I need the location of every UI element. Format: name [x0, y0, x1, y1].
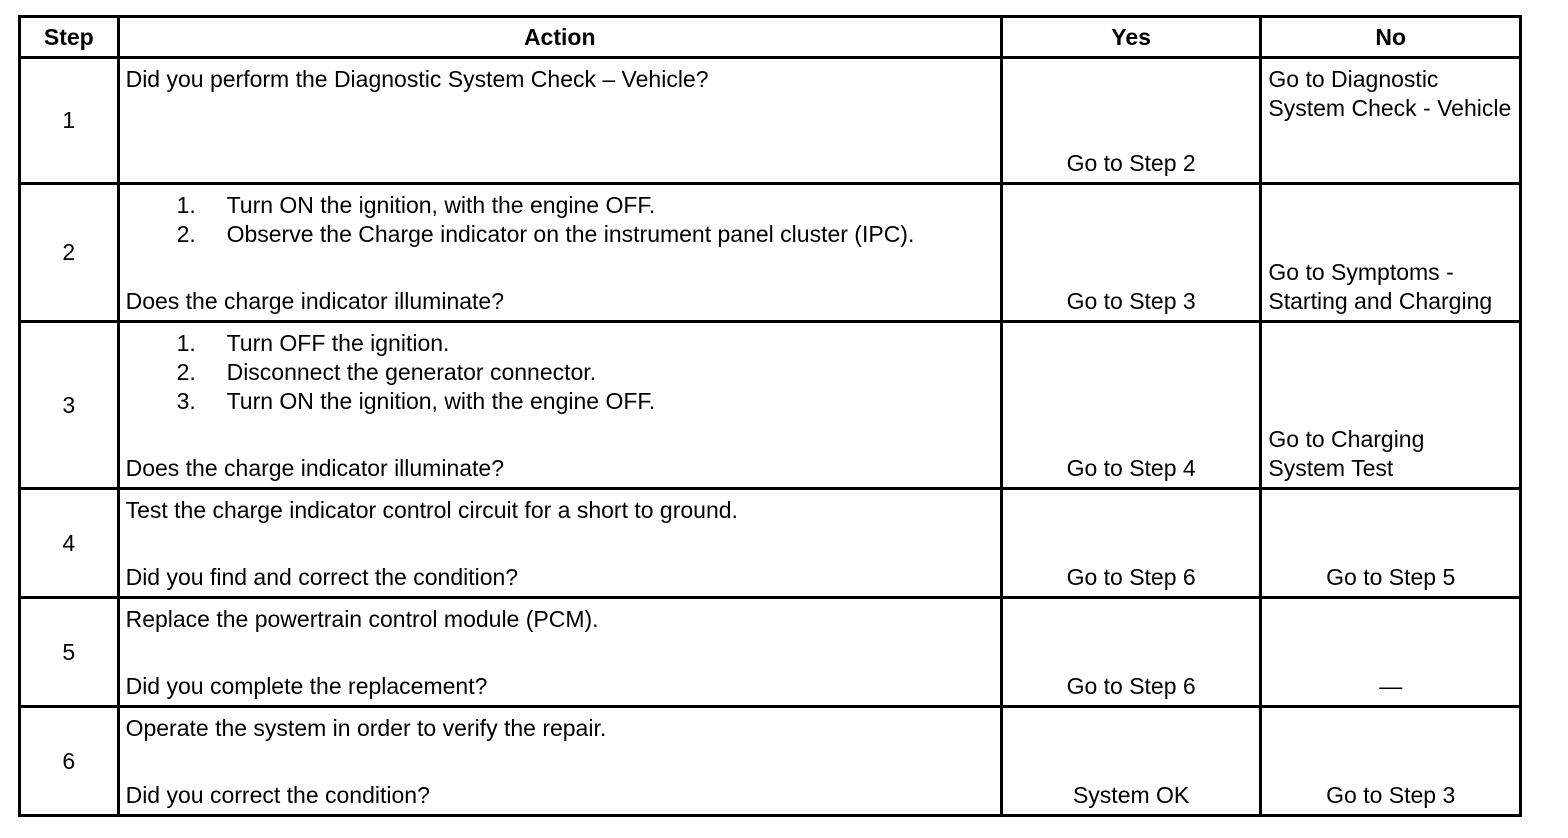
step-number: 6 [20, 707, 119, 816]
action-cell [118, 598, 1001, 707]
no-text: Go to Step 3 [1326, 782, 1456, 808]
no-text: Go to Step 5 [1326, 564, 1456, 590]
yes-cell [1001, 707, 1261, 816]
action-steps-list [126, 191, 1000, 249]
yes-text: Go to Step 4 [1066, 455, 1196, 481]
table-row [20, 489, 1521, 598]
step-number: 5 [20, 598, 119, 707]
table-row [20, 58, 1521, 184]
header-step: Step [20, 17, 119, 58]
list-item: 1. Turn OFF the ignition. [176, 330, 450, 356]
yes-cell [1001, 322, 1261, 489]
yes-cell [1001, 184, 1261, 322]
no-cell [1261, 707, 1521, 816]
header-action: Action [118, 17, 1001, 58]
action-cell [118, 58, 1001, 184]
no-text: — [1379, 673, 1403, 699]
action-question: Does the charge indicator illuminate? [125, 455, 505, 481]
action-text: Replace the powertrain control module (PCM). [125, 606, 599, 632]
action-cell [118, 489, 1001, 598]
yes-text: Go to Step 6 [1066, 564, 1196, 590]
yes-text: Go to Step 6 [1066, 673, 1196, 699]
action-question: Did you correct the condition? [125, 782, 430, 808]
step-number: 3 [20, 322, 119, 489]
action-text: Operate the system in order to verify the repair. [125, 715, 607, 741]
table-row [20, 707, 1521, 816]
action-question: Did you complete the replacement? [125, 673, 488, 699]
no-cell [1261, 184, 1521, 322]
no-text: Go to Charging System Test [1268, 426, 1425, 481]
header-no: No [1261, 17, 1521, 58]
action-cell [118, 184, 1001, 322]
step-number: 4 [20, 489, 119, 598]
no-cell [1261, 598, 1521, 707]
step-number: 2 [20, 184, 119, 322]
no-cell [1261, 489, 1521, 598]
yes-cell [1001, 598, 1261, 707]
header-yes: Yes [1001, 17, 1261, 58]
header-row [20, 17, 1521, 58]
yes-text: System OK [1072, 782, 1190, 808]
no-text: Go to Symptoms - Starting and Charging [1268, 259, 1493, 314]
yes-text: Go to Step 3 [1066, 288, 1196, 314]
action-cell [118, 322, 1001, 489]
action-question: Did you find and correct the condition? [125, 564, 519, 590]
action-steps-list [126, 329, 1000, 416]
yes-text: Go to Step 2 [1066, 150, 1196, 176]
step-number: 1 [20, 58, 119, 184]
list-item: 3. Turn ON the ignition, with the engine OFF. [176, 388, 656, 414]
no-text: Go to Diagnostic System Check - Vehicle [1268, 66, 1512, 121]
no-cell [1261, 58, 1521, 184]
table-row [20, 184, 1521, 322]
list-item: 2. Disconnect the generator connector. [176, 359, 597, 385]
action-text: Test the charge indicator control circuit for a short to ground. [125, 497, 738, 523]
action-text: Did you perform the Diagnostic System Check – Vehicle? [125, 66, 709, 92]
table-row [20, 322, 1521, 489]
list-item: 2. Observe the Charge indicator on the instrument panel cluster (IPC). [176, 221, 915, 247]
table-row [20, 598, 1521, 707]
list-item: 1. Turn ON the ignition, with the engine OFF. [176, 192, 656, 218]
yes-cell [1001, 489, 1261, 598]
yes-cell [1001, 58, 1261, 184]
action-cell [118, 707, 1001, 816]
no-cell [1261, 322, 1521, 489]
diagnostic-table [18, 15, 1522, 817]
action-question: Does the charge indicator illuminate? [125, 288, 505, 314]
